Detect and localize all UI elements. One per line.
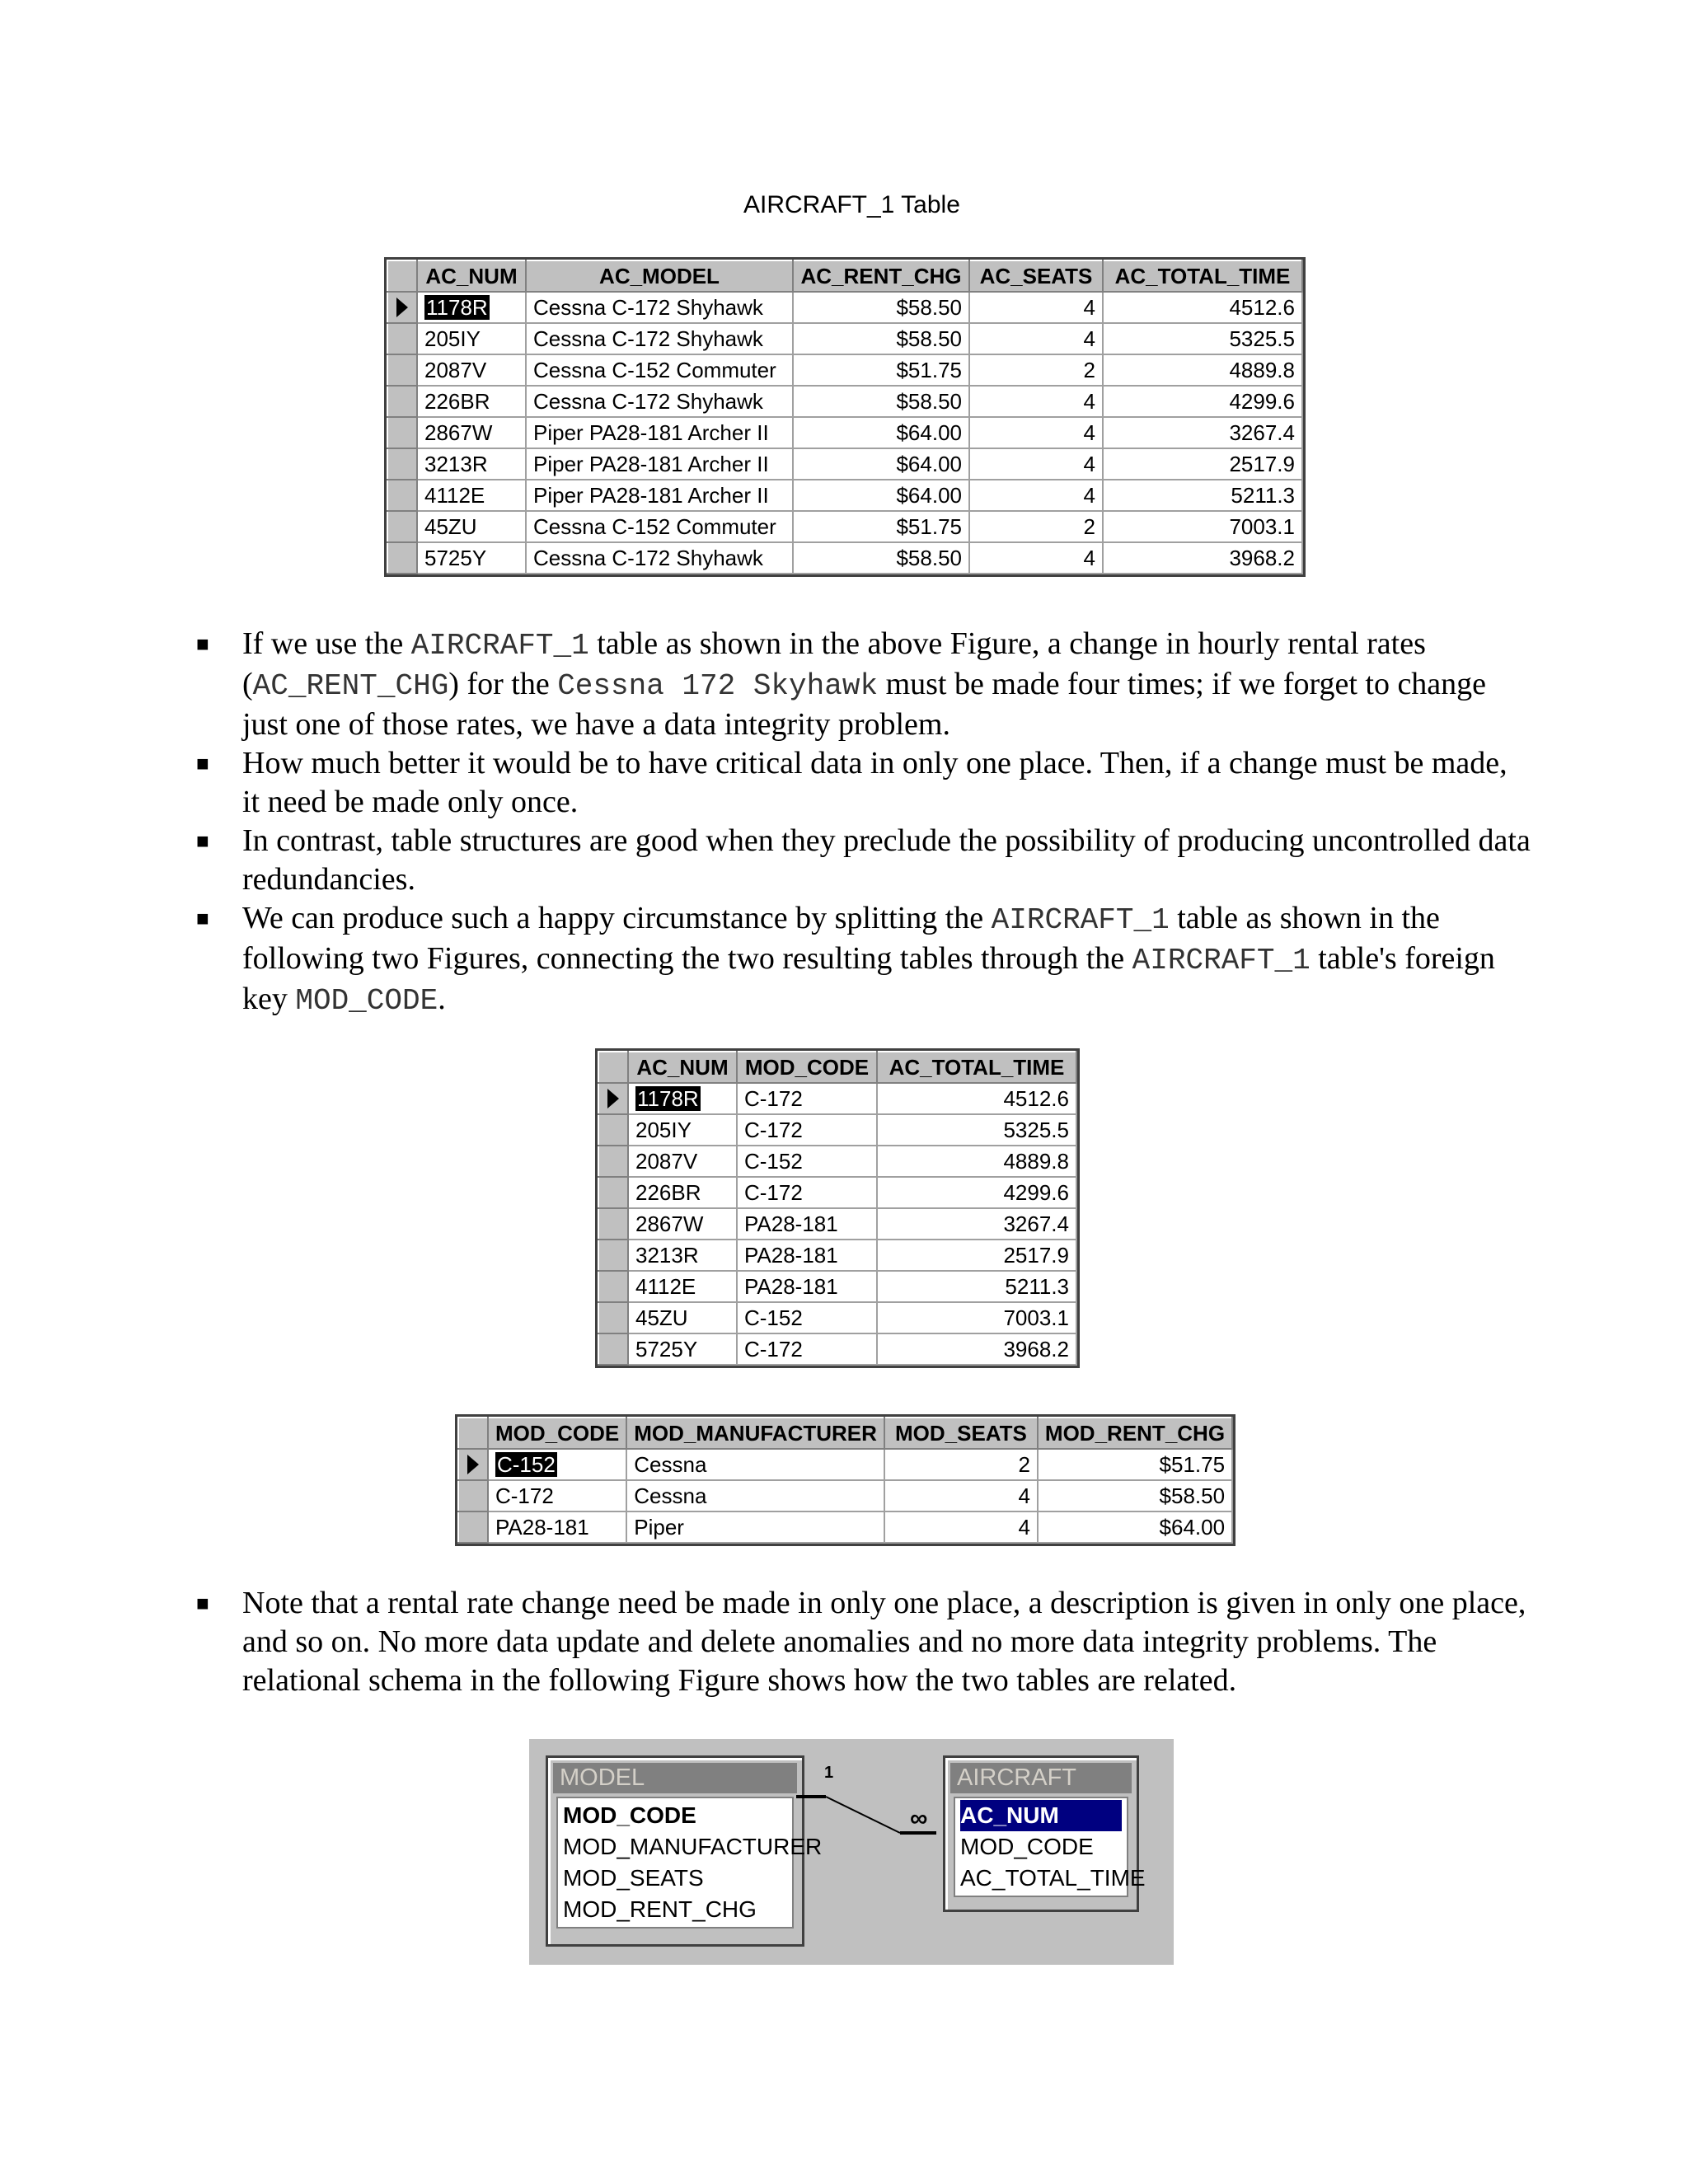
- table-cell[interactable]: C-152: [737, 1146, 877, 1177]
- table-cell[interactable]: C-172: [737, 1083, 877, 1114]
- table-cell[interactable]: PA28-181: [737, 1240, 877, 1271]
- table-cell[interactable]: Piper: [626, 1511, 884, 1543]
- row-selector[interactable]: [387, 354, 417, 386]
- table-cell[interactable]: $64.00: [1038, 1511, 1232, 1543]
- model-entity-window[interactable]: [546, 1755, 823, 1947]
- row-selector[interactable]: [598, 1333, 628, 1365]
- row-selector[interactable]: [387, 292, 417, 323]
- bullet-list-2: [196, 1584, 1531, 1700]
- bullet-text: We can produce such a happy circumstance by splitting the: [242, 901, 992, 935]
- col-header[interactable]: AC_TOTAL_TIME: [877, 1052, 1076, 1083]
- table-cell[interactable]: $58.50: [793, 386, 969, 417]
- table-cell[interactable]: 2: [884, 1449, 1038, 1480]
- table-cell[interactable]: 3267.4: [877, 1208, 1076, 1240]
- table-cell[interactable]: 4: [969, 542, 1103, 574]
- table-row[interactable]: [387, 354, 1302, 386]
- table-cell[interactable]: 4299.6: [877, 1177, 1076, 1208]
- table-cell[interactable]: 4889.8: [877, 1146, 1076, 1177]
- table-cell[interactable]: $64.00: [793, 480, 969, 511]
- model-field[interactable]: MOD_MANUFACTURER: [563, 1834, 823, 1859]
- table-cell[interactable]: 3213R: [417, 448, 526, 480]
- table-cell[interactable]: PA28-181: [737, 1271, 877, 1302]
- model-entity-title[interactable]: MODEL: [553, 1763, 797, 1793]
- bullet-icon: ■: [196, 829, 209, 853]
- table-row[interactable]: [387, 542, 1302, 574]
- row-selector-header[interactable]: [598, 1052, 628, 1083]
- table-cell[interactable]: 4889.8: [1103, 354, 1302, 386]
- table-row[interactable]: [598, 1146, 1076, 1177]
- col-header[interactable]: AC_NUM: [417, 260, 526, 292]
- code-text: MOD_CODE: [295, 984, 438, 1018]
- table-cell[interactable]: Cessna C-172 Shyhawk: [526, 323, 793, 354]
- bullet-item: [196, 744, 1531, 822]
- row-selector[interactable]: [458, 1511, 488, 1543]
- bullet-item: [196, 822, 1531, 899]
- table-cell[interactable]: 3213R: [628, 1240, 737, 1271]
- selected-cell-text[interactable]: 1178R: [426, 294, 488, 320]
- bullet-icon: ■: [196, 632, 209, 656]
- code-text: AIRCRAFT_1: [1132, 944, 1311, 977]
- row-selector[interactable]: [387, 511, 417, 542]
- table-cell[interactable]: Cessna: [626, 1480, 884, 1511]
- col-header[interactable]: AC_NUM: [628, 1052, 737, 1083]
- table-cell[interactable]: 5725Y: [628, 1333, 737, 1365]
- model-table: [457, 1417, 1233, 1544]
- table-cell[interactable]: $51.75: [793, 354, 969, 386]
- table-row[interactable]: [598, 1208, 1076, 1240]
- table-cell[interactable]: [417, 292, 526, 323]
- bullet-text: ) for the: [448, 667, 558, 701]
- table-cell[interactable]: 226BR: [417, 386, 526, 417]
- model-field-pk[interactable]: MOD_CODE: [563, 1802, 696, 1828]
- table-cell[interactable]: 2: [969, 511, 1103, 542]
- table-cell[interactable]: 4: [969, 417, 1103, 448]
- col-header[interactable]: MOD_SEATS: [884, 1418, 1038, 1449]
- table-cell[interactable]: C-152: [737, 1302, 877, 1333]
- bullet-icon: ■: [196, 1591, 209, 1615]
- table-row[interactable]: [598, 1333, 1076, 1365]
- table-cell[interactable]: Piper PA28-181 Archer II: [526, 417, 793, 448]
- col-header[interactable]: MOD_CODE: [737, 1052, 877, 1083]
- table-cell[interactable]: Cessna C-172 Shyhawk: [526, 386, 793, 417]
- table-row[interactable]: [387, 292, 1302, 323]
- row-selector[interactable]: [598, 1240, 628, 1271]
- current-record-arrow-icon: [467, 1455, 479, 1474]
- col-header[interactable]: MOD_CODE: [488, 1418, 626, 1449]
- col-header[interactable]: AC_SEATS: [969, 260, 1103, 292]
- bullet-text: table as shown in the above Figure, a change in hourly rental rates (: [242, 626, 1426, 701]
- row-selector[interactable]: [387, 448, 417, 480]
- table-cell[interactable]: 2087V: [628, 1146, 737, 1177]
- table-cell[interactable]: 226BR: [628, 1177, 737, 1208]
- table-cell[interactable]: 5211.3: [1103, 480, 1302, 511]
- table-cell[interactable]: 7003.1: [877, 1302, 1076, 1333]
- col-header[interactable]: AC_MODEL: [526, 260, 793, 292]
- table-cell[interactable]: C-172: [737, 1114, 877, 1146]
- table-cell[interactable]: 2867W: [417, 417, 526, 448]
- table-cell[interactable]: C-172: [737, 1333, 877, 1365]
- table-cell[interactable]: [628, 1083, 737, 1114]
- table-cell[interactable]: 3968.2: [877, 1333, 1076, 1365]
- table-cell[interactable]: 2867W: [628, 1208, 737, 1240]
- table-cell[interactable]: 4: [969, 448, 1103, 480]
- aircraft1-header-row: [387, 260, 1302, 292]
- aircraft1-caption: AIRCRAFT_1 Table: [743, 191, 960, 218]
- table-cell[interactable]: 7003.1: [1103, 511, 1302, 542]
- aircraft-table: [598, 1051, 1077, 1366]
- bullet-item: [196, 1584, 1531, 1700]
- table-cell[interactable]: 4512.6: [877, 1083, 1076, 1114]
- table-row[interactable]: [598, 1083, 1076, 1114]
- bullet-text: Note that a rental rate change need be made in only one place, a description is given in only one place, and so on. No more data update and delete anomalies and no more data integrity problems. The relational schema in the following Figure shows how the two tables are related.: [242, 1586, 1526, 1698]
- code-text: AIRCRAFT_1: [991, 903, 1170, 937]
- table-cell[interactable]: Piper PA28-181 Archer II: [526, 480, 793, 511]
- bullet-item: [196, 899, 1531, 1020]
- col-header[interactable]: MOD_RENT_CHG: [1038, 1418, 1232, 1449]
- table-cell[interactable]: 4: [969, 323, 1103, 354]
- table-row[interactable]: [387, 323, 1302, 354]
- aircraft-table-wrapper: [595, 1048, 1080, 1368]
- bullet-text: .: [438, 982, 446, 1016]
- bullet-list-1: [196, 625, 1531, 1020]
- table-cell[interactable]: 4: [884, 1511, 1038, 1543]
- aircraft-entity-window[interactable]: [943, 1755, 1146, 1912]
- bullet-text: If we use the: [242, 626, 411, 661]
- table-row[interactable]: [598, 1177, 1076, 1208]
- aircraft1-table-wrapper: [384, 257, 1306, 577]
- code-text: AC_RENT_CHG: [252, 669, 449, 703]
- model-header-row: [458, 1418, 1232, 1449]
- row-selector[interactable]: [387, 417, 417, 448]
- current-record-arrow-icon: [607, 1089, 619, 1108]
- table-cell[interactable]: 2517.9: [877, 1240, 1076, 1271]
- col-header[interactable]: AC_RENT_CHG: [793, 260, 969, 292]
- table-cell[interactable]: C-172: [488, 1480, 626, 1511]
- model-field[interactable]: MOD_RENT_CHG: [563, 1896, 757, 1922]
- row-selector[interactable]: [458, 1449, 488, 1480]
- table-cell[interactable]: $51.75: [793, 511, 969, 542]
- table-cell[interactable]: 4: [969, 292, 1103, 323]
- table-cell[interactable]: 205IY: [628, 1114, 737, 1146]
- table-cell[interactable]: Cessna C-172 Shyhawk: [526, 292, 793, 323]
- table-cell[interactable]: C-172: [737, 1177, 877, 1208]
- col-header[interactable]: AC_TOTAL_TIME: [1103, 260, 1302, 292]
- table-cell[interactable]: 2517.9: [1103, 448, 1302, 480]
- bullet-item: [196, 625, 1531, 744]
- table-cell[interactable]: 4: [884, 1480, 1038, 1511]
- selected-cell-text[interactable]: C-152: [497, 1451, 556, 1477]
- row-selector[interactable]: [598, 1302, 628, 1333]
- row-selector[interactable]: [598, 1177, 628, 1208]
- row-selector[interactable]: [387, 386, 417, 417]
- table-cell[interactable]: 3267.4: [1103, 417, 1302, 448]
- model-field[interactable]: MOD_SEATS: [563, 1865, 704, 1891]
- table-row[interactable]: [598, 1240, 1076, 1271]
- table-row[interactable]: [598, 1302, 1076, 1333]
- row-selector[interactable]: [387, 542, 417, 574]
- selected-cell-text[interactable]: 1178R: [637, 1085, 699, 1111]
- table-cell[interactable]: 4512.6: [1103, 292, 1302, 323]
- table-cell[interactable]: $51.75: [1038, 1449, 1232, 1480]
- bullet-text: table as shown in the following two Figures, connecting the two resulting tables through the: [242, 901, 1440, 976]
- row-selector-header[interactable]: [458, 1418, 488, 1449]
- table-row[interactable]: [387, 480, 1302, 511]
- code-text: Cessna 172 Skyhawk: [557, 669, 879, 703]
- table-cell[interactable]: 4299.6: [1103, 386, 1302, 417]
- table-cell[interactable]: 2087V: [417, 354, 526, 386]
- table-cell[interactable]: Piper PA28-181 Archer II: [526, 448, 793, 480]
- table-cell[interactable]: 4112E: [417, 480, 526, 511]
- table-cell[interactable]: $58.50: [793, 323, 969, 354]
- table-cell[interactable]: 5725Y: [417, 542, 526, 574]
- table-row[interactable]: [458, 1449, 1232, 1480]
- bullet-text: table's foreign key: [242, 941, 1495, 1016]
- relationship-diagram: [529, 1739, 1174, 1965]
- table-cell[interactable]: $64.00: [793, 448, 969, 480]
- aircraft-field[interactable]: AC_TOTAL_TIME: [960, 1865, 1146, 1891]
- table-cell[interactable]: Cessna C-152 Commuter: [526, 354, 793, 386]
- table-cell[interactable]: 4: [969, 386, 1103, 417]
- row-selector[interactable]: [387, 480, 417, 511]
- bullet-icon: ■: [196, 907, 209, 930]
- table-cell[interactable]: $58.50: [1038, 1480, 1232, 1511]
- table-cell[interactable]: 4: [969, 480, 1103, 511]
- model-table-wrapper: [455, 1414, 1236, 1546]
- table-cell[interactable]: 205IY: [417, 323, 526, 354]
- aircraft-field-pk[interactable]: AC_NUM: [960, 1800, 1122, 1831]
- many-cardinality-label: ∞: [910, 1805, 928, 1832]
- row-selector[interactable]: [458, 1480, 488, 1511]
- table-cell[interactable]: 5211.3: [877, 1271, 1076, 1302]
- row-selector-header[interactable]: [387, 260, 417, 292]
- one-cardinality-label: 1: [824, 1764, 834, 1782]
- table-cell[interactable]: 2: [969, 354, 1103, 386]
- aircraft-header-row: [598, 1052, 1076, 1083]
- table-row[interactable]: [387, 417, 1302, 448]
- table-cell[interactable]: 5325.5: [877, 1114, 1076, 1146]
- row-selector[interactable]: [598, 1208, 628, 1240]
- table-row[interactable]: [598, 1271, 1076, 1302]
- table-cell[interactable]: $58.50: [793, 292, 969, 323]
- table-cell[interactable]: PA28-181: [488, 1511, 626, 1543]
- row-selector[interactable]: [598, 1271, 628, 1302]
- bullet-text: How much better it would be to have critical data in only one place. Then, if a change must be made, it need be made only once.: [242, 746, 1507, 819]
- table-row[interactable]: [598, 1114, 1076, 1146]
- row-selector[interactable]: [598, 1083, 628, 1114]
- aircraft1-table: [387, 260, 1303, 574]
- model-entity-fields: [556, 1797, 823, 1929]
- table-cell[interactable]: PA28-181: [737, 1208, 877, 1240]
- table-cell[interactable]: 3968.2: [1103, 542, 1302, 574]
- table-cell[interactable]: Cessna: [626, 1449, 884, 1480]
- bullet-text: In contrast, table structures are good when they preclude the possibility of producing uncontrolled data redundancies.: [242, 823, 1531, 897]
- table-cell[interactable]: 45ZU: [417, 511, 526, 542]
- table-row[interactable]: [387, 386, 1302, 417]
- aircraft-entity-title[interactable]: AIRCRAFT: [950, 1763, 1132, 1793]
- table-cell[interactable]: 4112E: [628, 1271, 737, 1302]
- table-cell[interactable]: $64.00: [793, 417, 969, 448]
- bullet-text: must be made four times; if we forget to change just one of those rates, we have a data integrity problem.: [242, 667, 1487, 742]
- table-cell[interactable]: 45ZU: [628, 1302, 737, 1333]
- row-selector[interactable]: [598, 1146, 628, 1177]
- table-cell[interactable]: 5325.5: [1103, 323, 1302, 354]
- table-row[interactable]: [387, 511, 1302, 542]
- row-selector[interactable]: [387, 323, 417, 354]
- table-row[interactable]: [458, 1480, 1232, 1511]
- bullet-icon: ■: [196, 752, 209, 776]
- table-cell[interactable]: $58.50: [793, 542, 969, 574]
- current-record-arrow-icon: [396, 298, 408, 317]
- table-cell[interactable]: [488, 1449, 626, 1480]
- aircraft-entity-fields: [954, 1797, 1146, 1897]
- table-row[interactable]: [387, 448, 1302, 480]
- aircraft-field[interactable]: MOD_CODE: [960, 1834, 1094, 1859]
- col-header[interactable]: MOD_MANUFACTURER: [626, 1418, 884, 1449]
- row-selector[interactable]: [598, 1114, 628, 1146]
- table-cell[interactable]: Cessna C-172 Shyhawk: [526, 542, 793, 574]
- table-row[interactable]: [458, 1511, 1232, 1543]
- code-text: AIRCRAFT_1: [410, 629, 589, 663]
- table-cell[interactable]: Cessna C-152 Commuter: [526, 511, 793, 542]
